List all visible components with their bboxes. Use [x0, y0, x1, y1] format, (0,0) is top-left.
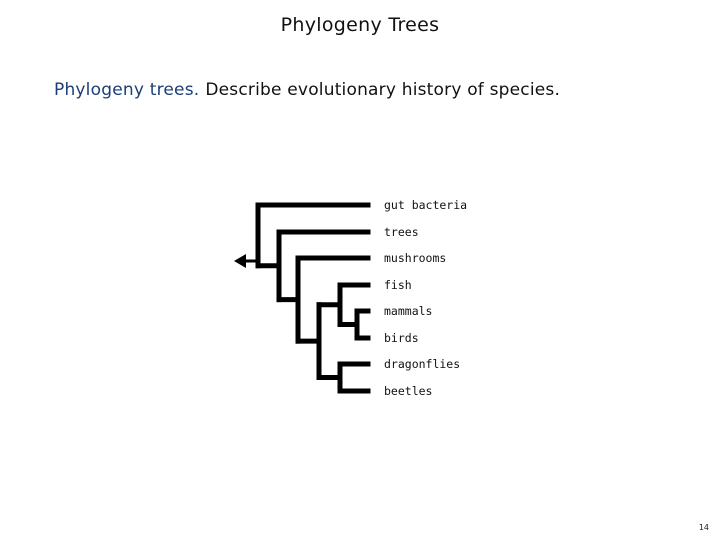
leaf-label-dragonflies: dragonflies [384, 357, 461, 371]
page-number: 14 [698, 523, 709, 532]
leaf-label-beetles: beetles [384, 384, 433, 398]
subtitle-rest: Describe evolutionary history of species. [205, 80, 561, 100]
leaf-label-gut-bacteria: gut bacteria [384, 198, 468, 212]
subtitle-lead: Phylogeny trees. [54, 80, 200, 100]
leaf-label-mushrooms: mushrooms [384, 251, 447, 265]
leaf-label-fish: fish [384, 278, 412, 292]
leaf-label-birds: birds [384, 331, 419, 345]
tree-labels [384, 198, 467, 398]
slide-title: Phylogeny Trees [280, 14, 440, 36]
tree-branches [258, 205, 368, 391]
leaf-label-trees: trees [384, 225, 419, 239]
leaf-label-mammals: mammals [384, 304, 433, 318]
